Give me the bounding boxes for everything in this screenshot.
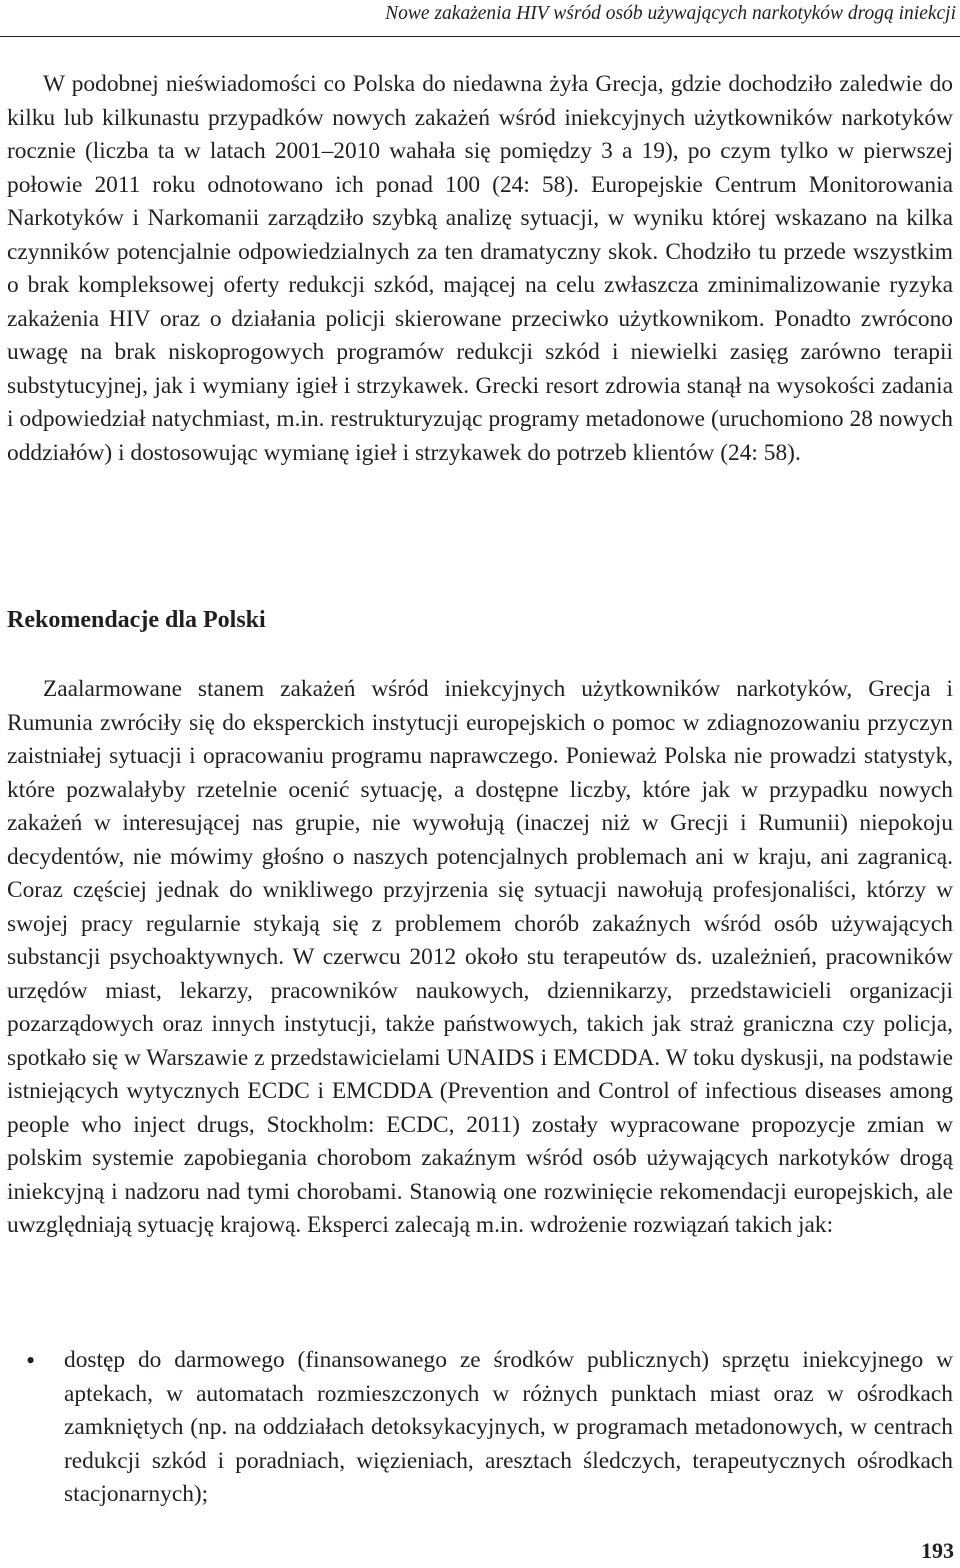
paragraph-greece: W podobnej nieświadomości co Polska do niedawna żyła Grecja, gdzie dochodziło zaledwie do kilku lub kilkunastu przypadków nowych zakażeń wśród iniekcyjnych użytkowników narkotyków rocznie (liczba ta w latach 2001–2010 wahała się pomiędzy 3 a 19), po czym tylko w pierwszej połowie 2011 roku odnotowano ich ponad 100 (24: 58). Europejskie Centrum Monitorowania Narkotyków i Narkomanii zarządziło szybką analizę sytuacji, w wyniku której wskazano na kilka czynników potencjalnie odpowiedzialnych za ten dramatyczny skok. Chodziło tu przede wszystkim o brak kompleksowej oferty redukcji szkód, mającej na celu zwłaszcza zminimalizowanie ryzyka zakażenia HIV oraz o działania policji skierowane przeciwko użytkownikom. Ponadto zwrócono uwagę na brak niskoprogowych programów redukcji szkód i niewielki zasięg zarówno terapii substytucyjnej, jak i wymiany igieł i strzykawek. Grecki resort zdrowia stanął na wysokości zadania i odpowiedział natychmiast, m.in. restrukturyzując programy metadonowe (uruchomiono 28 nowych oddziałów) i dostosowując wymianę igieł i strzykawek do potrzeb klientów (24: 58). [7, 71, 953, 466]
running-header [0, 0, 960, 37]
list-item-text: dostęp do darmowego (finansowanego ze środków publicznych) sprzętu iniekcyjnego w aptekach, w automatach rozmieszczonych w różnych punktach miast oraz w ośrodkach zamkniętych (np. na oddziałach detoksykacyjnych, w programach metadonowych, w centrach redukcji szkód i poradniach, więzieniach, aresztach śledczych, terapeutycznych ośrodkach stacjonarnych); [64, 1347, 953, 1507]
page-number: 193 [921, 1538, 954, 1563]
bullet-icon: • [26, 1346, 36, 1375]
section-heading: Rekomendacje dla Polski [7, 607, 266, 633]
paragraph-recommendations: Zaalarmowane stanem zakażeń wśród iniekcyjnych użytkowników narkotyków, Grecja i Rumunia zwróciły się do eksperckich instytucji europejskich o pomoc w zdiagnozowaniu przyczyn zaistniałej sytuacji i opracowaniu programu naprawczego. Ponieważ Polska nie prowadzi statystyk, które pozwalałyby rzetelnie ocenić sytuację, a dostępne liczby, które jak w przypadku nowych zakażeń w interesującej nas grupie, nie wywołują (inaczej niż w Grecji i Rumunii) niepokoju decydentów, nie mówimy głośno o naszych potencjalnych problemach ani w kraju, ani zagranicą. Coraz częściej jednak do wnikliwego przyjrzenia się sytuacji nawołują profesjonaliści, którzy w swojej pracy regularnie stykają się z problemem chorób zakaźnych wśród osób używających substancji psychoaktywnych. W czerwcu 2012 około stu terapeutów ds. uzależnień, pracowników urzędów miast, lekarzy, pracowników naukowych, dziennikarzy, przedstawicieli organizacji pozarządowych oraz innych instytucji, także państwowych, takich jak straż graniczna czy policja, spotkało się w Warszawie z przedstawicielami UNAIDS i EMCDDA. W toku dyskusji, na podstawie istniejących wytycznych ECDC i EMCDDA (Prevention and Control of infectious diseases among people who inject drugs, Stockholm: ECDC, 2011) zostały wypracowane propozycje zmian w polskim systemie zapobiegania chorobom zakaźnym wśród osób używających narkotyków drogą iniekcyjną i nadzoru nad tymi chorobami. Stanowią one rozwinięcie rekomendacji europejskich, ale uwzględniają sytuację krajową. Eksperci zalecają m.in. wdrożenie rozwiązań takich jak: [7, 676, 953, 1238]
recommendation-list [7, 1344, 953, 1512]
list-item [7, 1344, 953, 1512]
running-title: Nowe zakażenia HIV wśród osób używających narkotyków drogą iniekcji [385, 3, 956, 24]
